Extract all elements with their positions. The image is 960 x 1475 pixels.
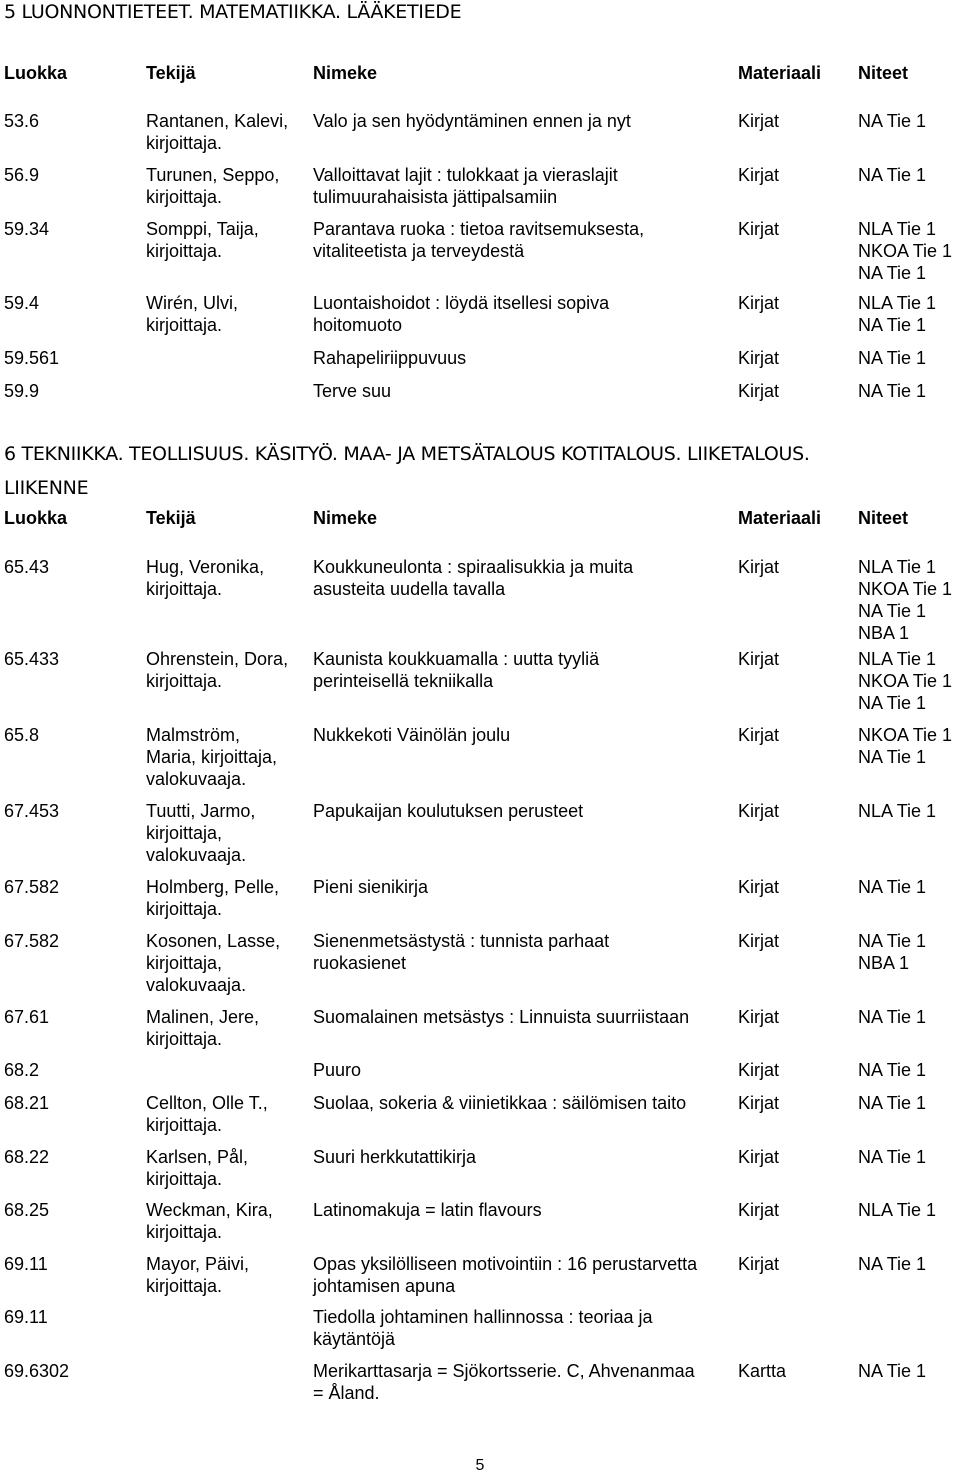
cell-niteet: NA Tie 1 NBA 1 [858, 931, 927, 973]
cell-nimeke: Terve suu [313, 381, 392, 401]
cell-nimeke: Opas yksilölliseen motivointiin : 16 perustarvetta johtamisen apuna [313, 1254, 698, 1296]
section-heading [4, 1, 461, 23]
cell-nimeke: Puuro [313, 1060, 362, 1080]
cell-materiaali: Kirjat [738, 293, 780, 313]
column-header-tekija: Tekijä [146, 63, 196, 83]
cell-niteet: NLA Tie 1 [858, 1200, 937, 1220]
cell-niteet: NLA Tie 1 NKOA Tie 1 NA Tie 1 [858, 219, 953, 283]
cell-tekija: Mayor, Päivi, kirjoittaja. [146, 1254, 250, 1296]
cell-luokka: 59.34 [4, 219, 50, 239]
cell-materiaali: Kirjat [738, 165, 780, 185]
cell-materiaali: Kirjat [738, 219, 780, 239]
cell-materiaali: Kirjat [738, 348, 780, 368]
cell-materiaali: Kirjat [738, 1147, 780, 1167]
cell-niteet: NA Tie 1 [858, 1093, 927, 1113]
cell-nimeke: Koukkuneulonta : spiraalisukkia ja muita asusteita uudella tavalla [313, 557, 634, 599]
column-header-luokka: Luokka [4, 63, 68, 83]
cell-luokka: 69.11 [4, 1254, 48, 1274]
cell-tekija: Cellton, Olle T., kirjoittaja. [146, 1093, 268, 1135]
cell-luokka: 67.453 [4, 801, 60, 821]
cell-nimeke: Valo ja sen hyödyntäminen ennen ja nyt [313, 111, 631, 131]
cell-nimeke: Nukkekoti Väinölän joulu [313, 725, 511, 745]
section-heading-line: 5 LUONNONTIETEET. MATEMATIIKKA. LÄÄKETIEDE [4, 1, 462, 23]
cell-nimeke: Parantava ruoka : tietoa ravitsemuksesta, vitaliteetista ja terveydestä [313, 219, 645, 261]
cell-luokka: 59.9 [4, 381, 40, 401]
cell-luokka: 68.25 [4, 1200, 50, 1220]
cell-luokka: 65.433 [4, 649, 60, 669]
cell-luokka: 67.582 [4, 931, 60, 951]
cell-luokka: 65.43 [4, 557, 50, 577]
cell-tekija: Holmberg, Pelle, kirjoittaja. [146, 877, 280, 919]
cell-luokka: 53.6 [4, 111, 40, 131]
table-header [0, 508, 960, 532]
cell-materiaali: Kirjat [738, 1200, 780, 1220]
cell-materiaali: Kirjat [738, 801, 780, 821]
cell-nimeke: Valloittavat lajit : tulokkaat ja vieraslajit tulimuurahaisista jättipalsamiin [313, 165, 618, 207]
column-header-materiaali: Materiaali [738, 508, 822, 528]
cell-niteet: NA Tie 1 [858, 877, 927, 897]
cell-nimeke: Rahapeliriippuvuus [313, 348, 467, 368]
cell-niteet: NLA Tie 1 NKOA Tie 1 NA Tie 1 NBA 1 [858, 557, 953, 643]
cell-materiaali: Kirjat [738, 877, 780, 897]
cell-niteet: NA Tie 1 [858, 165, 927, 185]
cell-tekija: Somppi, Taija, kirjoittaja. [146, 219, 259, 261]
cell-tekija: Malmström, Maria, kirjoittaja, valokuvaaja. [146, 725, 278, 789]
cell-niteet: NA Tie 1 [858, 1060, 927, 1080]
cell-materiaali: Kirjat [738, 111, 780, 131]
cell-nimeke: Pieni sienikirja [313, 877, 429, 897]
section-heading-line: 6 TEKNIIKKA. TEOLLISUUS. KÄSITYÖ. MAA- JA METSÄTALOUS KOTITALOUS. LIIKETALOUS. [4, 443, 810, 465]
cell-luokka: 59.561 [4, 348, 60, 368]
column-header-niteet: Niteet [858, 508, 909, 528]
cell-niteet: NA Tie 1 [858, 348, 927, 368]
cell-luokka: 68.21 [4, 1093, 50, 1113]
cell-tekija: kirjoittaja. [146, 133, 223, 153]
cell-materiaali: Kirjat [738, 931, 780, 951]
cell-tekija: Rantanen, Kalevi, [146, 111, 289, 131]
cell-niteet: NA Tie 1 [858, 1007, 927, 1027]
cell-materiaali: Kirjat [738, 649, 780, 669]
table-header [0, 63, 960, 87]
cell-nimeke: Papukaijan koulutuksen perusteet [313, 801, 584, 821]
cell-luokka: 67.61 [4, 1007, 50, 1027]
cell-luokka: 65.8 [4, 725, 40, 745]
cell-tekija: Ohrenstein, Dora, kirjoittaja. [146, 649, 289, 691]
section-heading [4, 437, 810, 505]
cell-nimeke: Merikarttasarja = Sjökortsserie. C, Ahvenanmaa = Åland. [313, 1361, 695, 1403]
cell-nimeke: Sienenmetsästystä : tunnista parhaat ruokasienet [313, 931, 610, 973]
cell-nimeke: Kaunista koukkuamalla : uutta tyyliä perinteisellä tekniikalla [313, 649, 600, 691]
cell-niteet: NKOA Tie 1 NA Tie 1 [858, 725, 953, 767]
cell-tekija: Malinen, Jere, kirjoittaja. [146, 1007, 260, 1049]
cell-nimeke: Suomalainen metsästys : Linnuista suurriistaan [313, 1007, 690, 1027]
column-header-tekija: Tekijä [146, 508, 196, 528]
cell-niteet: NA Tie 1 [858, 1254, 927, 1274]
cell-niteet: NA Tie 1 [858, 1147, 927, 1167]
column-header-nimeke: Nimeke [313, 508, 378, 528]
cell-luokka: 68.2 [4, 1060, 40, 1080]
cell-luokka: 56.9 [4, 165, 40, 185]
column-header-materiaali: Materiaali [738, 63, 822, 83]
cell-tekija: Turunen, Seppo, kirjoittaja. [146, 165, 280, 207]
cell-nimeke: Suolaa, sokeria & viinietikkaa : säilömisen taito [313, 1093, 687, 1113]
page-number: 5 [475, 1457, 485, 1474]
cell-tekija: Tuutti, Jarmo, kirjoittaja, valokuvaaja. [146, 801, 256, 865]
cell-materiaali: Kirjat [738, 557, 780, 577]
cell-tekija: Hug, Veronika, kirjoittaja. [146, 557, 265, 599]
cell-niteet: NLA Tie 1 NKOA Tie 1 NA Tie 1 [858, 649, 953, 713]
cell-materiaali: Kirjat [738, 1007, 780, 1027]
cell-luokka: 69.11 [4, 1307, 48, 1327]
column-header-niteet: Niteet [858, 63, 909, 83]
cell-nimeke: Latinomakuja = latin flavours [313, 1200, 542, 1220]
cell-tekija: Weckman, Kira, kirjoittaja. [146, 1200, 273, 1242]
cell-materiaali: Kirjat [738, 1060, 780, 1080]
cell-luokka: 69.6302 [4, 1361, 70, 1381]
cell-nimeke: Luontaishoidot : löydä itsellesi sopiva hoitomuoto [313, 293, 610, 335]
cell-niteet: NLA Tie 1 NA Tie 1 [858, 293, 937, 335]
cell-materiaali: Kirjat [738, 1254, 780, 1274]
cell-nimeke: Tiedolla johtaminen hallinnossa : teoriaa ja käytäntöjä [313, 1307, 653, 1349]
cell-niteet: NLA Tie 1 [858, 801, 937, 821]
cell-luokka: 59.4 [4, 293, 40, 313]
cell-materiaali: Kartta [738, 1361, 787, 1381]
cell-materiaali: Kirjat [738, 1093, 780, 1113]
cell-niteet: NA Tie 1 [858, 111, 927, 131]
cell-niteet: NA Tie 1 [858, 381, 927, 401]
column-header-nimeke: Nimeke [313, 63, 378, 83]
cell-luokka: 68.22 [4, 1147, 50, 1167]
section-heading-line: LIIKENNE [4, 477, 89, 499]
cell-nimeke: Suuri herkkutattikirja [313, 1147, 477, 1167]
cell-tekija: Kosonen, Lasse, kirjoittaja, valokuvaaja. [146, 931, 281, 995]
cell-tekija: Wirén, Ulvi, kirjoittaja. [146, 293, 239, 335]
cell-materiaali: Kirjat [738, 725, 780, 745]
cell-niteet: NA Tie 1 [858, 1361, 927, 1381]
cell-luokka: 67.582 [4, 877, 60, 897]
cell-materiaali: Kirjat [738, 381, 780, 401]
cell-tekija: Karlsen, Pål, kirjoittaja. [146, 1147, 249, 1189]
column-header-luokka: Luokka [4, 508, 68, 528]
